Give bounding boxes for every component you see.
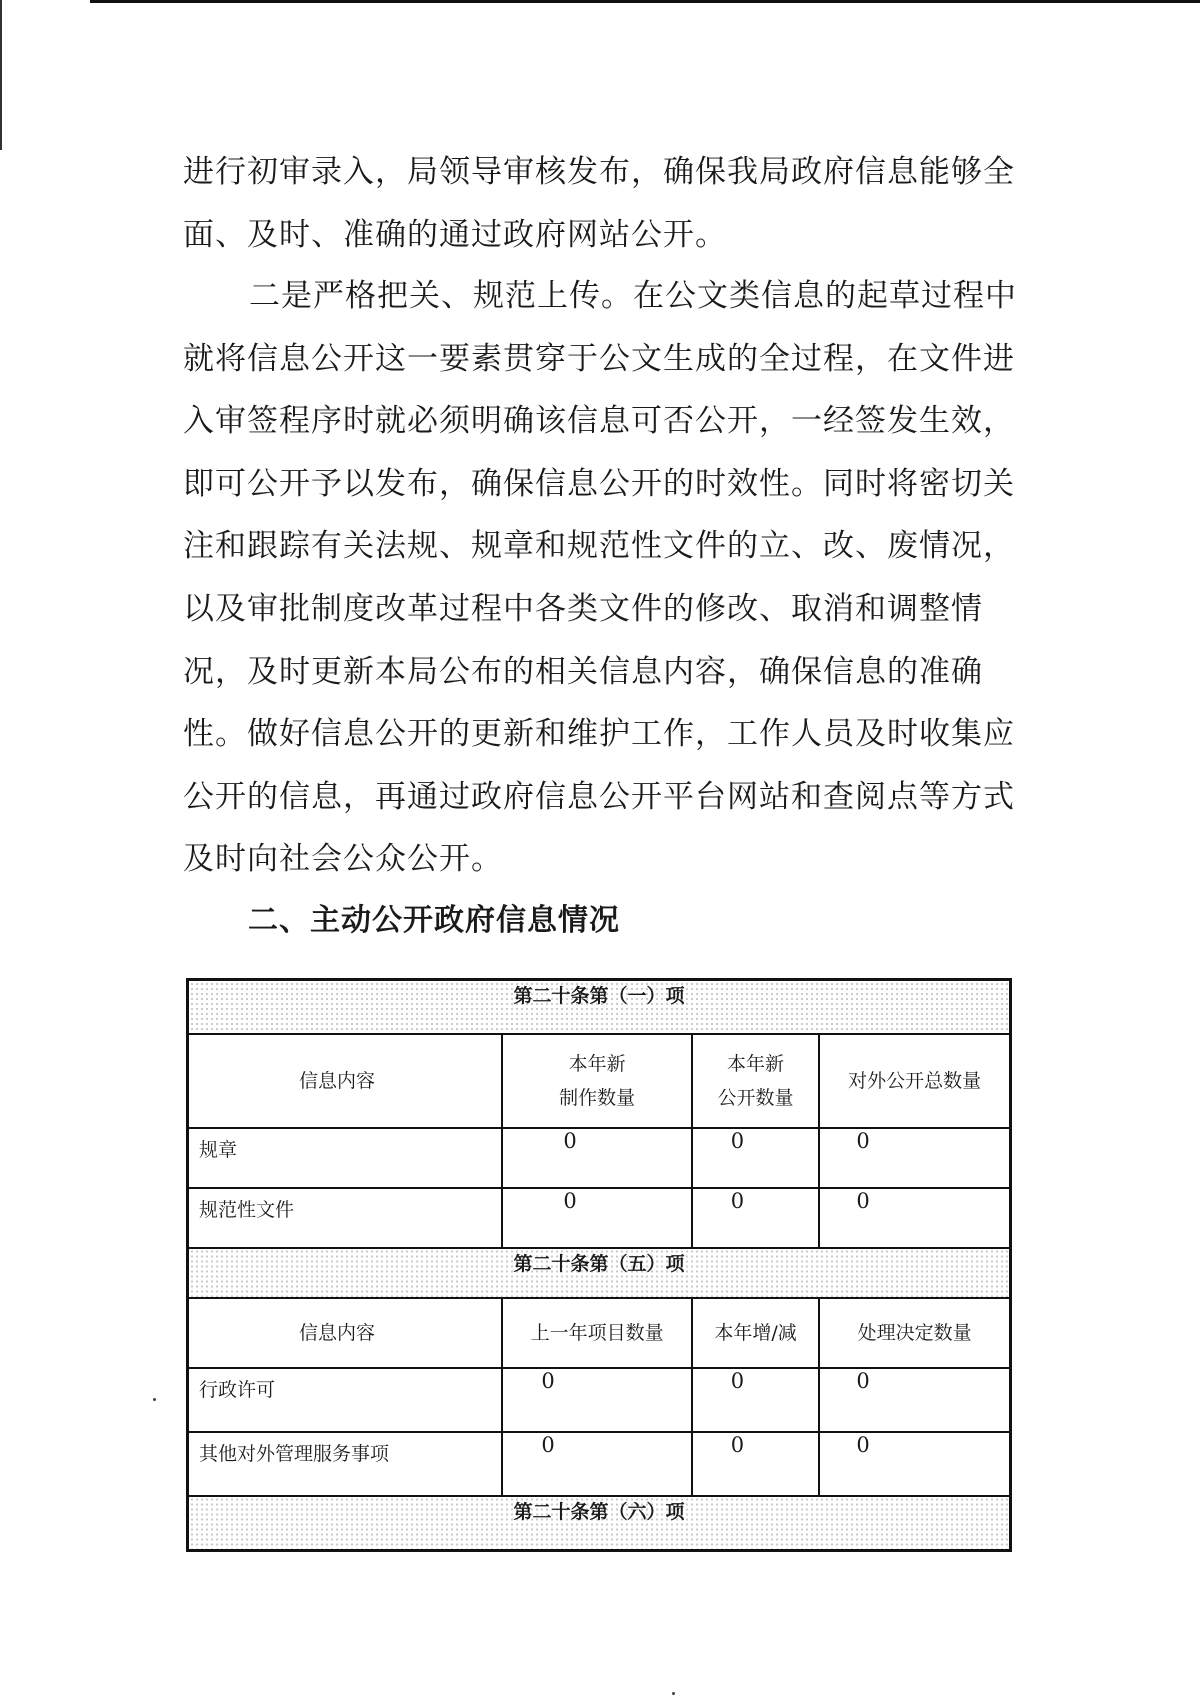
column-header-line: 制作数量 (559, 1087, 636, 1109)
table-row (188, 1368, 1011, 1432)
table-section-title-row (188, 1248, 1011, 1298)
body-paragraph: 进行初审录入，局领导审核发布，确保我局政府信息能够全面、及时、准确的通过政府网站公开。 (183, 154, 1015, 253)
cell-value: 0 (819, 1188, 1010, 1248)
scan-speck (153, 1398, 156, 1401)
table-section-title-row (188, 1496, 1011, 1551)
table-row (188, 1432, 1011, 1496)
row-label: 其他对外管理服务事项 (188, 1432, 503, 1496)
cell-value: 0 (692, 1368, 820, 1432)
table-row (188, 1188, 1011, 1248)
cell-value: 0 (502, 1128, 691, 1188)
row-label: 行政许可 (188, 1368, 503, 1432)
section-heading: 二、主动公开政府信息情况 (248, 903, 620, 938)
section-title: 第二十条第（六）项 (188, 1496, 1011, 1551)
cell-value: 0 (502, 1432, 691, 1496)
column-header-line: 公开数量 (717, 1087, 794, 1109)
column-header: 上一年项目数量 (502, 1298, 691, 1368)
scan-top-border (90, 0, 1200, 3)
body-paragraph: 二是严格把关、规范上传。在公文类信息的起草过程中就将信息公开这一要素贯穿于公文生成的全过程，在文件进入审签程序时就必须明确该信息可否公开，一经签发生效，即可公开予以发布，确保信息公开的时效性。同时将密切关注和跟踪有关法规、规章和规范性文件的立、改、废情况，以及审批制度改革过程中各类文件的修改、取消和调整情况，及时更新本局公布的相关信息内容，确保信息的准确性。做好信息公开的更新和维护工作，工作人员及时收集应公开的信息，再通过政府信息公开平台网站和查阅点等方式及时向社会公众公开。 (183, 278, 1017, 878)
section-title: 第二十条第（五）项 (188, 1248, 1011, 1298)
column-header: 信息内容 (188, 1034, 503, 1128)
row-label: 规章 (188, 1128, 503, 1188)
column-header (692, 1034, 820, 1128)
disclosure-table (186, 978, 1012, 1552)
section-title: 第二十条第（一）项 (188, 980, 1011, 1035)
cell-value: 0 (819, 1432, 1010, 1496)
table-row (188, 1128, 1011, 1188)
column-header: 处理决定数量 (819, 1298, 1010, 1368)
scan-speck (672, 1692, 675, 1695)
column-header: 本年增/减 (692, 1298, 820, 1368)
column-header-line: 本年新 (568, 1053, 626, 1075)
column-header: 信息内容 (188, 1298, 503, 1368)
column-header: 对外公开总数量 (819, 1034, 1010, 1128)
row-label: 规范性文件 (188, 1188, 503, 1248)
cell-value: 0 (692, 1128, 820, 1188)
cell-value: 0 (819, 1368, 1010, 1432)
cell-value: 0 (502, 1188, 691, 1248)
cell-value: 0 (819, 1128, 1010, 1188)
table-section-title-row (188, 980, 1011, 1035)
cell-value: 0 (692, 1188, 820, 1248)
table-header-row (188, 1034, 1011, 1128)
table-header-row (188, 1298, 1011, 1368)
scan-left-mark (0, 0, 2, 150)
cell-value: 0 (692, 1432, 820, 1496)
column-header (502, 1034, 691, 1128)
cell-value: 0 (502, 1368, 691, 1432)
column-header-line: 本年新 (727, 1053, 785, 1075)
